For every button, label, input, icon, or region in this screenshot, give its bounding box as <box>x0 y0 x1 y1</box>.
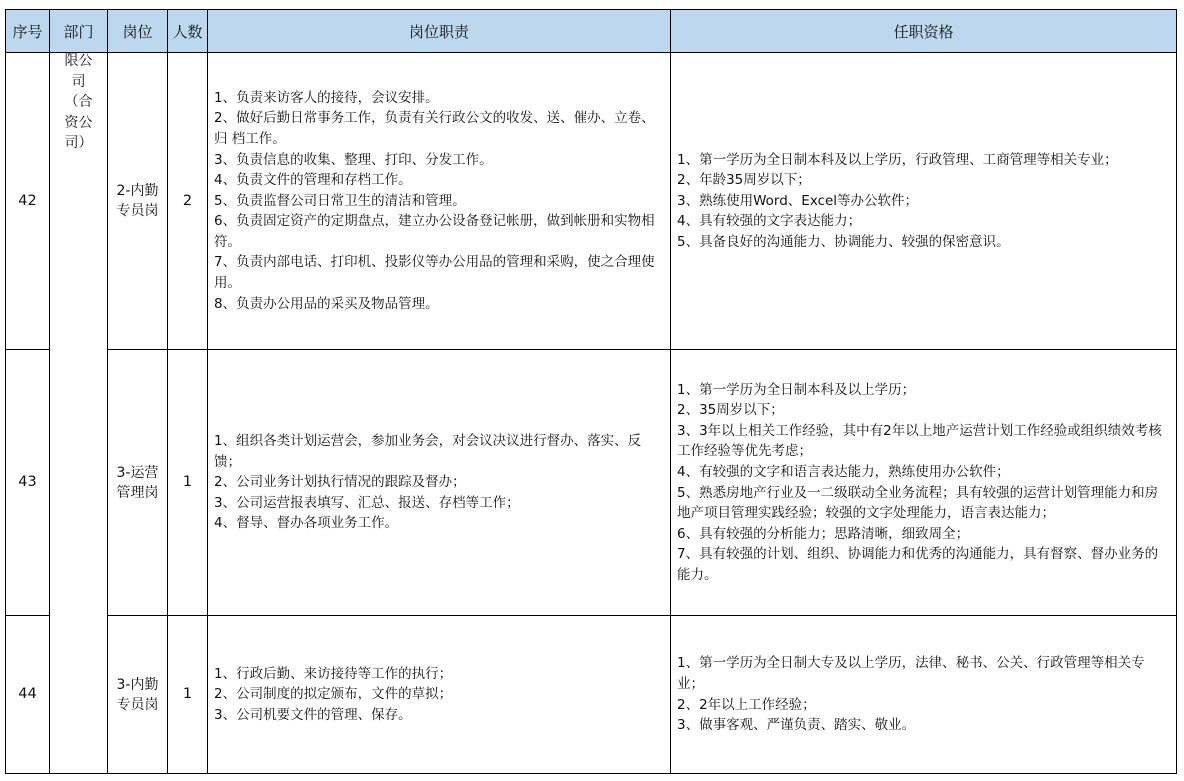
duties-cell <box>208 616 671 774</box>
job-table <box>5 9 1177 774</box>
qualification-line: 3、熟练使用Word、Excel等办公软件； <box>677 192 919 209</box>
duty-line: 4、督导、督办各项业务工作。 <box>214 515 399 532</box>
qualifications-cell <box>671 53 1177 350</box>
duty-line: 1、行政后勤、来访接待等工作的执行； <box>214 665 453 682</box>
table-row <box>6 616 1177 774</box>
qualification-line: 2、年龄35周岁以下； <box>677 172 811 189</box>
qualification-line: 1、第一学历为全日制大专及以上学历，法律、秘书、公关、行政管理等相关专业； <box>677 655 1145 692</box>
duty-line: 3、负责信息的收集、整理、打印、分发工作。 <box>214 151 493 168</box>
table-row <box>6 350 1177 616</box>
duty-line: 1、负责来访客人的接待，会议安排。 <box>214 89 439 106</box>
duty-line: 2、做好后勤日常事务工作，负责有关行政公文的收发、送、催办、立卷、归 档工作。 <box>214 110 655 147</box>
qualification-line: 2、35周岁以下； <box>677 402 784 419</box>
duty-line: 2、公司制度的拟定颁布，文件的草拟； <box>214 686 453 703</box>
seq-cell: 42 <box>6 53 50 350</box>
count-cell: 1 <box>168 350 208 616</box>
qualification-line: 4、具有较强的文字表达能力； <box>677 213 862 230</box>
qualifications-cell <box>671 616 1177 774</box>
qualification-line: 5、熟悉房地产行业及一二级联动全业务流程；具有较强的运营计划管理能力和房地产项目管理实践经验；较强的文字处理能力，语言表达能力； <box>677 484 1159 522</box>
seq-cell: 43 <box>6 350 50 616</box>
duty-line: 1、组织各类计划运营会，参加业务会，对会议决议进行督办、落实、反馈； <box>214 433 642 470</box>
header-row <box>6 10 1177 53</box>
dept-text: 限公司（合资公司） <box>64 53 93 151</box>
position-cell: 2-内勤专员岗 <box>108 53 168 350</box>
dept-cell <box>50 53 108 774</box>
duty-line: 3、公司机要文件的管理、保存。 <box>214 706 412 723</box>
duties-cell <box>208 53 671 350</box>
header-qualifications: 任职资格 <box>671 10 1177 53</box>
count-cell: 1 <box>168 616 208 774</box>
duty-line: 6、负责固定资产的定期盘点，建立办公设备登记帐册，做到帐册和实物相符。 <box>214 213 655 250</box>
qualification-line: 7、具有较强的计划、组织、协调能力和优秀的沟通能力，具有督察、督办业务的能力。 <box>677 546 1159 583</box>
duty-line: 5、负责监督公司日常卫生的清洁和管理。 <box>214 192 466 209</box>
job-table-sheet <box>5 9 1176 774</box>
duty-line: 7、负责内部电话、打印机、投影仪等办公用品的管理和采购，使之合理使用。 <box>214 254 655 292</box>
qualification-line: 2、2年以上工作经验； <box>677 696 816 713</box>
header-position: 岗位 <box>108 10 168 53</box>
qualification-line: 5、具备良好的沟通能力、协调能力、较强的保密意识。 <box>677 233 1010 250</box>
header-dept: 部门 <box>50 10 108 53</box>
header-duties: 岗位职责 <box>208 10 671 53</box>
qualification-line: 6、具有较强的分析能力；思路清晰，细致周全； <box>677 525 970 542</box>
qualification-line: 3、做事客观、严谨负责、踏实、敬业。 <box>677 717 916 734</box>
qualification-line: 1、第一学历为全日制本科及以上学历，行政管理、工商管理等相关专业； <box>677 151 1118 168</box>
header-seq: 序号 <box>6 10 50 53</box>
position-cell: 3-内勤专员岗 <box>108 616 168 774</box>
duty-line: 8、负责办公用品的采买及物品管理。 <box>214 295 439 312</box>
table-row <box>6 53 1177 350</box>
qualification-line: 4、有较强的文字和语言表达能力，熟练使用办公软件； <box>677 463 1010 480</box>
count-cell: 2 <box>168 53 208 350</box>
qualification-line: 1、第一学历为全日制本科及以上学历； <box>677 381 916 398</box>
duties-cell <box>208 350 671 616</box>
duty-line: 2、公司业务计划执行情况的跟踪及督办； <box>214 474 466 491</box>
seq-cell: 44 <box>6 616 50 774</box>
qualifications-cell <box>671 350 1177 616</box>
qualification-line: 3、3年以上相关工作经验，其中有2年以上地产运营计划工作经验或组织绩效考核工作经验等优先考虑； <box>677 422 1162 460</box>
duty-line: 4、负责文件的管理和存档工作。 <box>214 172 412 189</box>
position-cell: 3-运营管理岗 <box>108 350 168 616</box>
duty-line: 3、公司运营报表填写、汇总、报送、存档等工作； <box>214 494 520 511</box>
header-count: 人数 <box>168 10 208 53</box>
